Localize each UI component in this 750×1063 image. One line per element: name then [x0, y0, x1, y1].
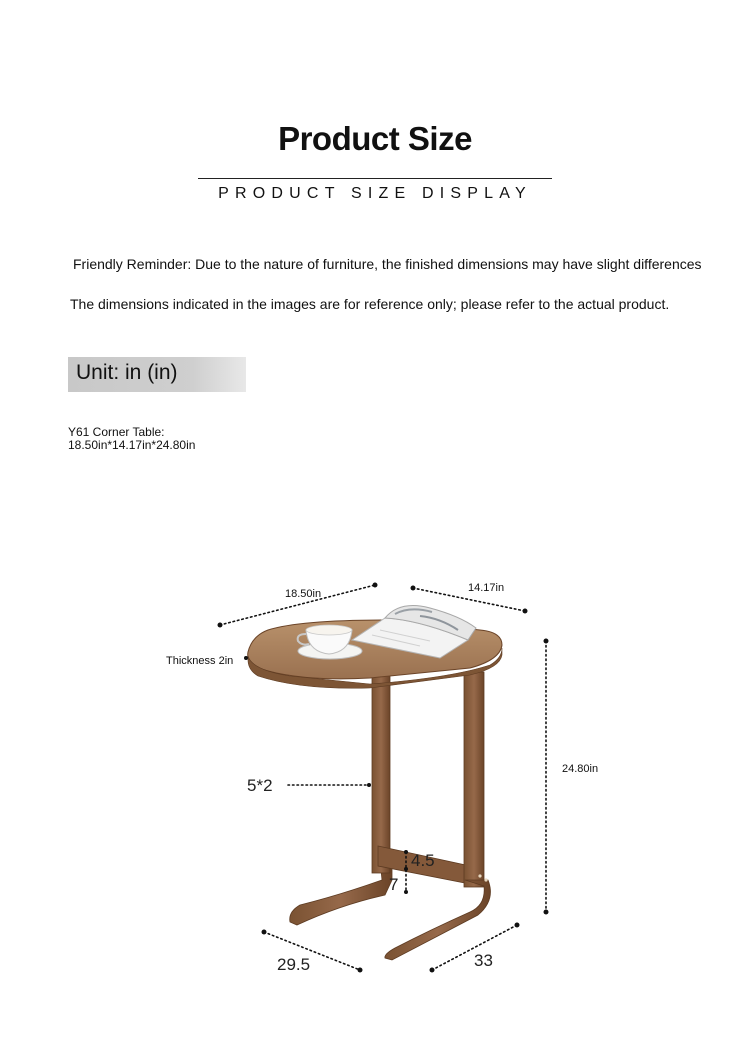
title-divider	[198, 178, 552, 179]
reference-note-text: The dimensions indicated in the images are for reference only; please refer to the actual product.	[70, 296, 670, 312]
height-label: 24.80in	[562, 763, 599, 775]
front-vertical-post	[464, 672, 484, 887]
base-left-label: 29.5	[277, 955, 311, 974]
front-leg-foot	[385, 880, 491, 960]
table-dimension-diagram	[0, 540, 750, 1010]
dimension-leg-section	[247, 776, 371, 795]
base-right-label: 33	[474, 951, 493, 970]
dimension-base-left	[262, 930, 363, 975]
unit-label: Unit: in (in)	[76, 361, 178, 384]
dimension-thickness	[166, 655, 248, 667]
model-dimensions: 18.50in*14.17in*24.80in	[68, 438, 196, 452]
friendly-reminder-text: Friendly Reminder: Due to the nature of furniture, the finished dimensions may have slight differences	[73, 256, 702, 272]
model-name: Y61 Corner Table:	[68, 425, 165, 439]
unit-badge	[68, 357, 246, 392]
crossbar-label-b: 7	[389, 875, 399, 894]
page-title: Product Size	[278, 120, 472, 157]
table-illustration	[248, 606, 502, 960]
back-vertical-post	[372, 668, 390, 873]
width-label: 18.50in	[285, 588, 322, 600]
leg-section-label: 5*2	[247, 776, 273, 795]
dimension-height	[544, 639, 599, 915]
crossbar-label-a: 4.5	[411, 851, 435, 870]
depth-label: 14.17in	[468, 582, 505, 594]
page-subtitle: PRODUCT SIZE DISPLAY	[218, 185, 532, 202]
thickness-label: Thickness 2in	[166, 655, 234, 667]
